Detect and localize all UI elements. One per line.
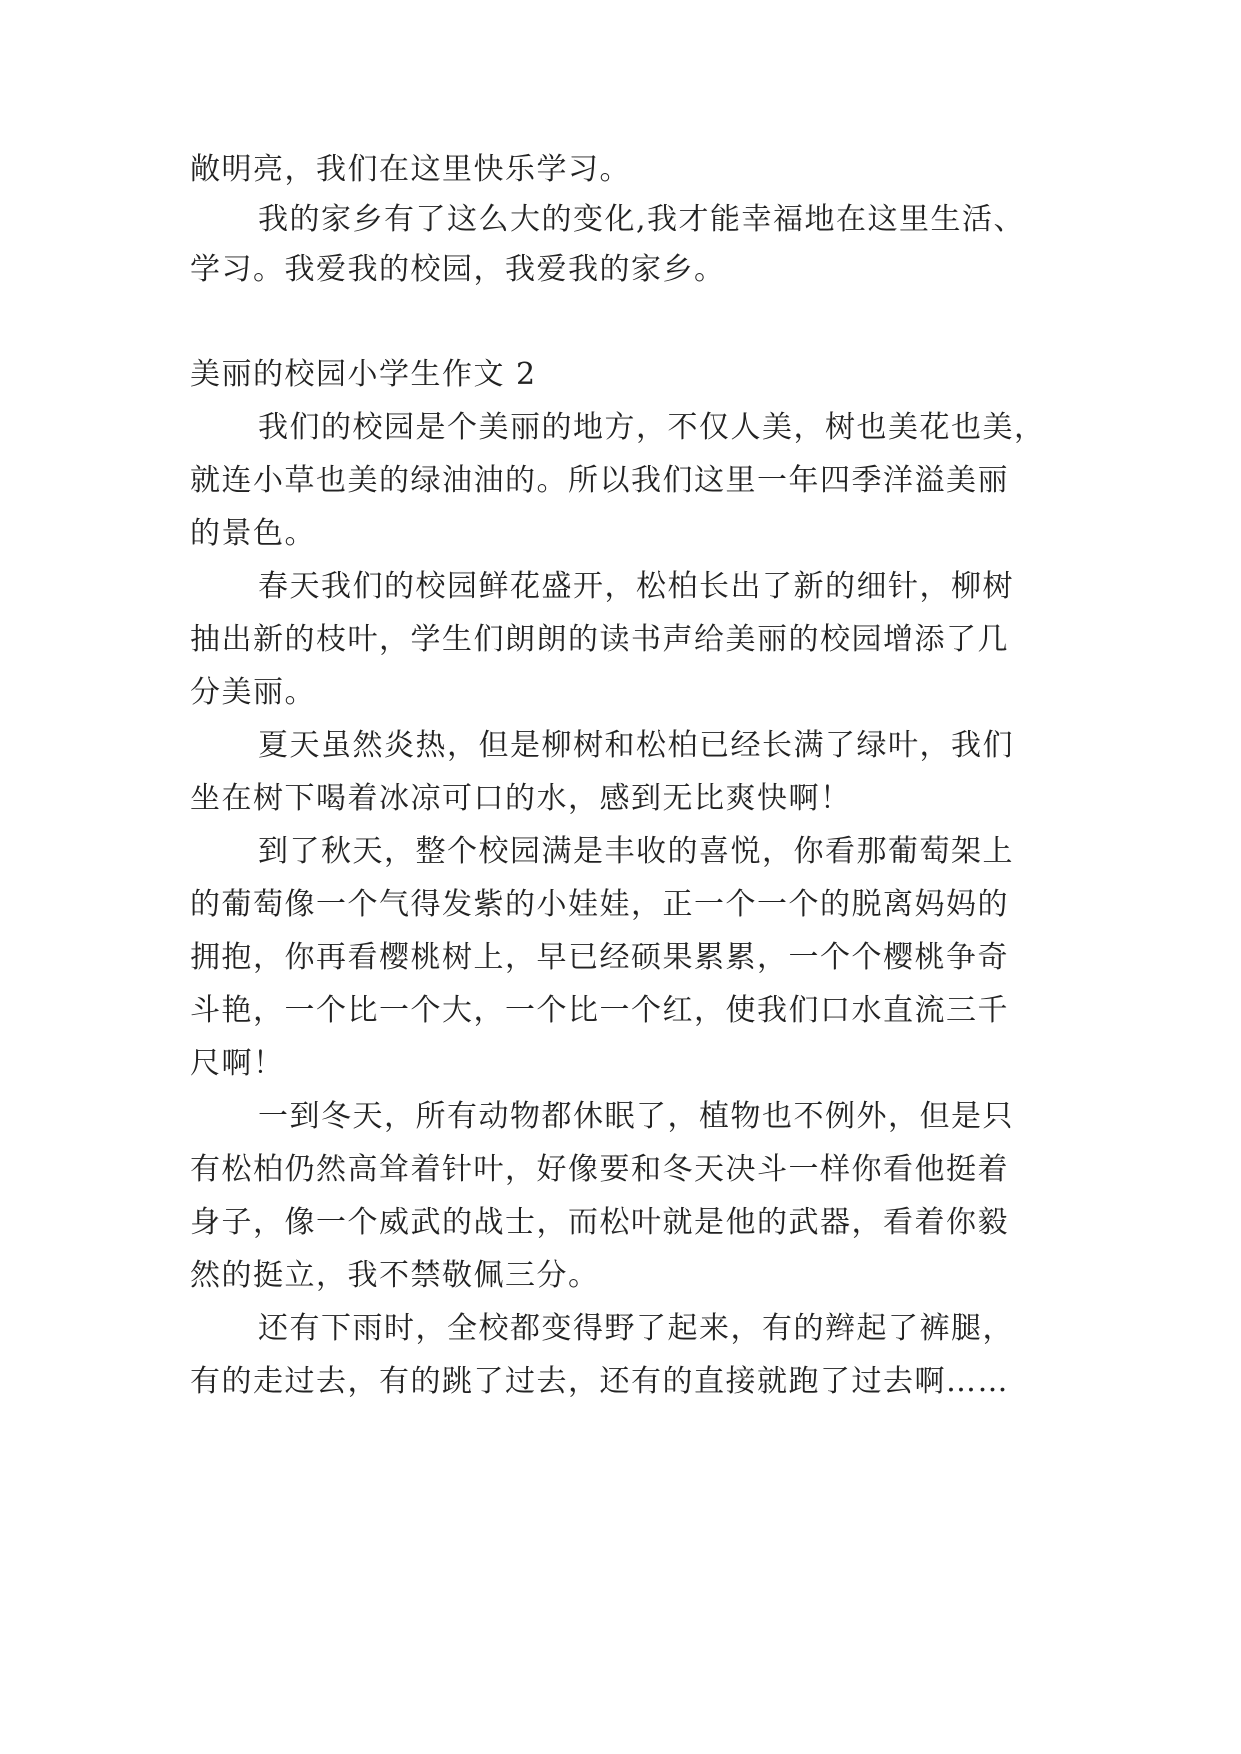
text-line: 拥抱，你再看樱桃树上，早已经硕果累累，一个个樱桃争奇 (190, 940, 1009, 975)
text-line: 然的挺立，我不禁敬佩三分。 (190, 1258, 600, 1293)
text-line: 还有下雨时，全校都变得野了起来，有的辫起了裤腿， (258, 1311, 1014, 1346)
text-line: 就连小草也美的绿油油的。所以我们这里一年四季洋溢美丽 (190, 463, 1009, 498)
text-line: 的景色。 (190, 516, 316, 551)
text-line: 坐在树下喝着冰凉可口的水，感到无比爽快啊！ (190, 781, 852, 816)
section-title: 美丽的校园小学生作文 2 (190, 357, 537, 392)
text-line: 夏天虽然炎热，但是柳树和松柏已经长满了绿叶，我们 (258, 728, 1014, 763)
text-line: 到了秋天，整个校园满是丰收的喜悦，你看那葡萄架上 (258, 834, 1014, 869)
text-line: 斗艳，一个比一个大，一个比一个红，使我们口水直流三千 (190, 993, 1009, 1028)
text-line: 抽出新的枝叶，学生们朗朗的读书声给美丽的校园增添了几 (190, 622, 1009, 657)
text-line: 有松柏仍然高耸着针叶，好像要和冬天决斗一样你看他挺着 (190, 1152, 1009, 1187)
text-line: 尺啊！ (190, 1046, 285, 1081)
text-line: 的葡萄像一个气得发紫的小娃娃，正一个一个的脱离妈妈的 (190, 887, 1009, 922)
text-line: 敞明亮，我们在这里快乐学习。 (190, 152, 631, 187)
text-line: 春天我们的校园鲜花盛开，松柏长出了新的细针，柳树 (258, 569, 1014, 604)
text-line: 一到冬天，所有动物都休眠了，植物也不例外，但是只 (258, 1099, 1014, 1134)
text-line: 我们的校园是个美丽的地方，不仅人美，树也美花也美， (258, 410, 1046, 445)
text-line: 分美丽。 (190, 675, 316, 710)
text-line: 身子，像一个威武的战士，而松叶就是他的武器，看着你毅 (190, 1205, 1009, 1240)
text-line: 学习。我爱我的校园，我爱我的家乡。 (190, 252, 726, 287)
text-line: 有的走过去，有的跳了过去，还有的直接就跑了过去啊…… (190, 1364, 1009, 1399)
text-line: 我的家乡有了这么大的变化,我才能幸福地在这里生活、 (258, 202, 1026, 237)
